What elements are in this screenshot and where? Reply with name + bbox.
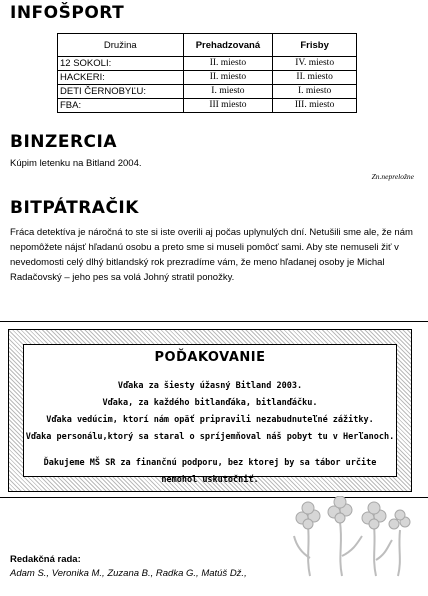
column-header-throwing: Prehadzovaná [183,34,273,57]
thanks-closing-line: Ďakujeme MŠ SR za finančnú podporu, bez ktorej by sa tábor určite [43,458,377,468]
thanks-box-inner [23,344,397,485]
editorial-board-heading: Redakčná rada: [10,554,81,565]
throwing-result-cell: I. miesto [183,85,273,99]
column-header-team: Družina [58,34,184,57]
thanks-line: Vďaka vedúcim, ktorí nám opäť pripravili nezabudnuteľné zážitky. [46,415,374,425]
bitpatracik-paragraph: Fráca detektíva je náročná to ste si iste overili aj počas uplynulých dní. Netušili sme ale, že nám nepomôžete nájsť hľadanú osobu a preto sme si museli pomôcť sami. Aby ste nemuseli žiť v nevedomosti celý dlhý bitlandský rok prezradíme vám, že meno hľadanej osoby je Michal Radačovský – jeho pes sa volá Johný stratil ponožky. [10,227,413,283]
table-row [58,57,357,71]
team-cell: 12 SOKOLI: [58,57,184,71]
table-row [58,99,357,113]
infosport-heading: INFOŠPORT [10,3,125,23]
editorial-board-names: Adam S., Veronika M., Zuzana B., Radka G., Matúš Dž., [10,568,247,579]
classified-ad-signature: Zn.nepreložne [371,172,414,181]
frisbee-result-cell: I. miesto [273,85,357,99]
flowers-decoration-icon [288,496,414,578]
thanks-title: POĎAKOVANIE [154,350,266,365]
binzercia-heading: BINZERCIA [10,132,117,152]
thanks-line: Vďaka personálu,ktorý sa staral o spríjemňoval náš pobyt tu v Herľanoch. [25,432,395,442]
results-table [57,33,357,113]
table-header-row [58,34,357,57]
section-divider-top [0,321,428,322]
frisbee-result-cell: II. miesto [273,71,357,85]
thanks-box [8,329,412,492]
team-cell: FBA: [58,99,184,113]
throwing-result-cell: II. miesto [183,71,273,85]
bitpatracik-heading: BITPÁTRAČIK [10,198,139,218]
thanks-line: Vďaka, za každého bitlanďáka, bitlanďáčku. [102,398,318,408]
thanks-line: Vďaka za šiesty úžasný Bitland 2003. [117,381,303,391]
thanks-closing-line: nemohol uskutočniť. [161,475,259,485]
throwing-result-cell: III miesto [183,99,273,113]
team-cell: HACKERI: [58,71,184,85]
frisbee-result-cell: III. miesto [273,99,357,113]
classified-ad-text: Kúpim letenku na Bitland 2004. [10,158,142,169]
frisbee-result-cell: IV. miesto [273,57,357,71]
column-header-frisbee: Frisby [273,34,357,57]
table-row [58,71,357,85]
throwing-result-cell: II. miesto [183,57,273,71]
team-cell: DETI ČERNOBYĽU: [58,85,184,99]
table-row [58,85,357,99]
